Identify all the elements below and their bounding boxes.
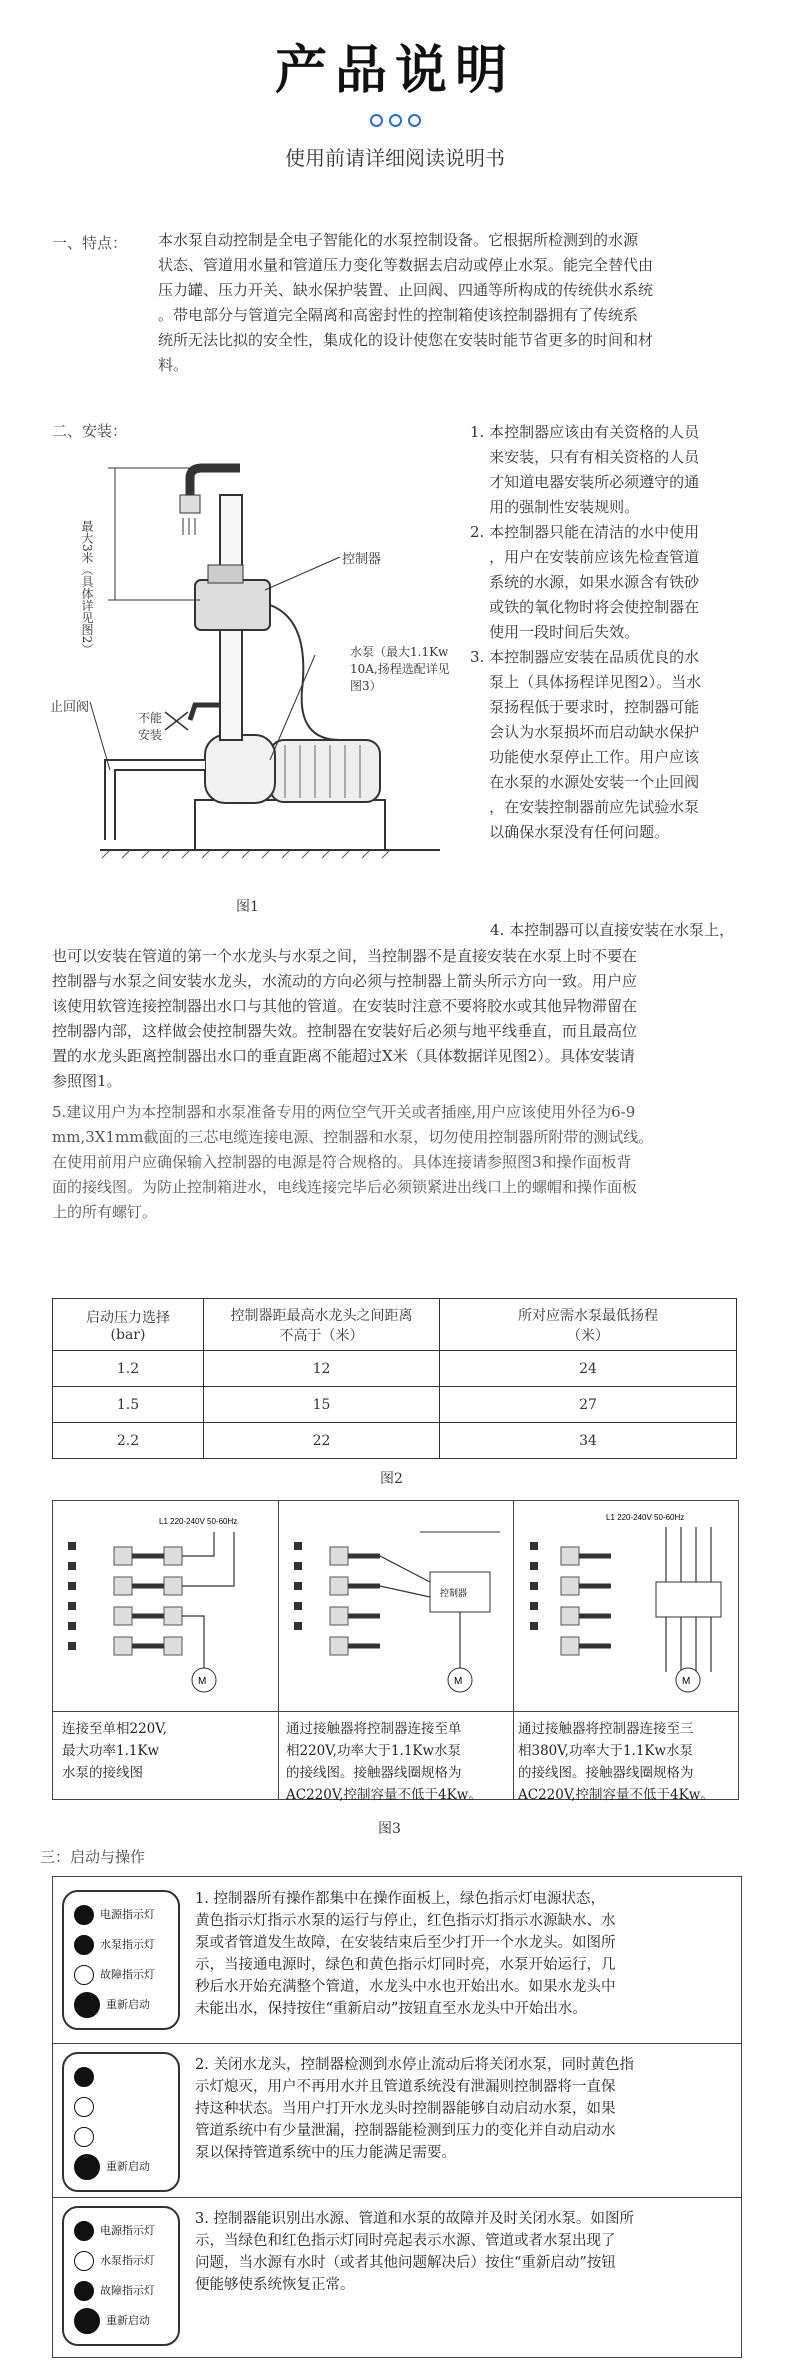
features-line: 。带电部分与管道完全隔离和高密封性的控制箱使该控制器拥有了传统系 [158,306,639,324]
no-install-label [138,710,162,744]
table-row [53,1423,737,1459]
install-item-line: 泵扬程低于要求时，控制器可能 [470,698,700,716]
fault-led-icon [74,2281,94,2301]
op-line: 泵或者管道发生故障，在安装结束后至少打开一个水龙头。如图所 [195,1935,616,1951]
pressure-table [52,1298,737,1459]
op-line: 泵以保持管道系统中的压力能满足需要。 [195,2145,456,2161]
operation-heading: 三：启动与操作 [40,1848,146,1866]
table-cell: 34 [440,1423,737,1459]
op-line: 1. 控制器所有操作都集中在操作面板上，绿色指示灯电源状态， [195,1891,605,1907]
no-install-line: 安装 [138,728,163,742]
install-item-4-text [52,944,752,1094]
table-header-row [53,1299,737,1351]
no-install-line: 不能 [138,711,163,725]
caption-line: 相220V,功率大于1.1Kw水泵 [286,1743,462,1759]
item5-line: mm,3X1mm截面的三芯电缆连接电源、控制器和水泵，切勿使用控制器所附带的测试线。 [52,1128,654,1146]
led-label: 故障指示灯 [100,1968,155,1981]
install-item-line: ，用户在安装前应该先检查管道 [470,548,700,566]
caption-line: AC220V,控制容量不低于4Kw。 [518,1787,714,1803]
table-cell: 27 [440,1387,737,1423]
led-label: 电源指示灯 [100,1908,155,1921]
control-panel-1 [62,1890,180,2030]
restart-button[interactable] [74,2154,100,2180]
install-item-line: 会认为水泵损坏而启动缺水保护 [470,723,700,741]
led-row [74,1900,178,1930]
max-height-note: （具体详见图2） [80,563,94,656]
max-height-label [56,520,96,655]
install-item-line: 在水泵的水源处安装一个止回阀 [470,773,700,791]
features-line: 本水泵自动控制是全电子智能化的水泵控制设备。它根据所检测到的水源 [158,231,639,249]
op-line: 示，当绿色和红色指示灯同时亮起表示水源、管道或者水泵出现了 [195,2233,616,2249]
supply-label: L1 220-240V 50-60Hz [159,1517,238,1526]
led-label: 重新启动 [106,2314,150,2327]
item4-line: 参照图1。 [52,1072,122,1090]
pump-label-line: 10A,扬程选配详见 [350,662,450,676]
table-cell: 1.5 [53,1387,204,1423]
table-cell: 22 [204,1423,440,1459]
install-item-line: ，在安装控制器前应先试验水泵 [470,798,700,816]
operation-text-3 [195,2208,735,2296]
install-item-line: 泵上（具体扬程详见图2）。当水 [470,673,702,691]
control-panel-3 [62,2206,180,2346]
check-valve-label: 止回阀 [50,700,90,715]
install-heading: 二、安装： [52,422,128,440]
wiring-caption-1 [62,1718,167,1784]
pump-label [350,644,450,695]
pump-led-icon [74,2251,94,2271]
title-divider-dots [0,112,790,131]
install-item-line: 3. 本控制器应安装在品质优良的水 [470,648,700,666]
install-item-line: 1. 本控制器应该由有关资格的人员 [470,423,700,441]
led-row [74,2062,178,2092]
power-led-icon [74,2067,94,2087]
install-item-line: 以确保水泵没有任何问题。 [470,823,670,841]
table-row [53,1351,737,1387]
op-line: 示，当接通电源时，绿色和黄色指示灯同时亮，水泵开始运行，几 [195,1957,616,1973]
install-item-line: 使用一段时间后失效。 [470,623,640,641]
caption-line: 水泵的接线图 [62,1765,143,1781]
op-line: 管道系统中有少量泄漏，控制器能检测到压力的变化并自动启动水 [195,2123,616,2139]
svg-text:M: M [198,1676,207,1687]
wiring-caption-3 [518,1718,714,1806]
figure-2-label: 图2 [380,1471,403,1487]
item5-line: 上的所有螺钉。 [52,1203,158,1221]
led-row [74,1960,178,1990]
caption-line: 通过接触器将控制器连接至单 [286,1721,462,1737]
item5-line: 5.建议用户为本控制器和水泵准备专用的两位空气开关或者插座,用户应该使用外径为6-9 [52,1103,636,1121]
table-cell: 12 [204,1351,440,1387]
led-row [74,2216,178,2246]
control-panel-2 [62,2052,180,2192]
op-line: 黄色指示灯指示水泵的运行与停止，红色指示灯指示水源缺水、水 [195,1913,616,1929]
led-row [74,1930,178,1960]
op-line: 秒后水开始充满整个管道，水龙头中水也开始出水。如果水龙头中 [195,1979,616,1995]
led-row [74,2246,178,2276]
op-line: 便能够使系统恢复正常。 [195,2277,355,2293]
led-row [74,2122,178,2152]
restart-button[interactable] [74,1992,100,2018]
led-row [74,2306,178,2336]
install-item-line: 2. 本控制器只能在清洁的水中使用 [470,523,700,541]
led-row [74,1990,178,2020]
caption-line: 相380V,功率大于1.1Kw水泵 [518,1743,694,1759]
led-label: 重新启动 [106,1998,150,2011]
install-item-4-head: 4. 本控制器可以直接安装在水泵上， [490,921,735,939]
table-header-cell: 所对应需水泵最低扬程 （米） [440,1299,737,1351]
features-line: 压力罐、压力开关、缺水保护装置、止回阀、四通等所构成的传统供水系统 [158,281,654,299]
controller-label: 控制器 [342,552,382,567]
svg-text:M: M [454,1676,463,1687]
wiring-caption-2 [286,1718,482,1806]
item4-line: 控制器与水泵之间安装水龙头，水流动的方向必须与控制器上箭头所示方向一致。用户应 [52,972,638,990]
page-subtitle: 使用前请详细阅读说明书 [285,146,505,170]
wiring-diagram-single-phase [54,1502,276,1708]
pump-label-line: 水泵（最大1.1Kw [350,645,449,659]
op-line: 问题，当水源有水时（或者其他问题解决后）按住“重新启动”按钮 [195,2255,616,2271]
install-items-list [470,420,770,845]
caption-line: AC220V,控制容量不低于4Kw。 [286,1787,482,1803]
caption-line: 连接至单相220V, [62,1721,167,1737]
power-led-icon [74,1905,94,1925]
led-row [74,2276,178,2306]
max-height-text: 最大3米 [80,520,94,564]
item4-line: 该使用软管连接控制器出水口与其他的管道。在安装时注意不要将胶水或其他异物滞留在 [52,997,638,1015]
led-label: 水泵指示灯 [100,1938,155,1951]
wiring-diagram-contactor-3ph [516,1502,736,1708]
pump-label-line: 图3） [350,679,382,693]
install-item-line: 功能使水泵停止工作。用户应该 [470,748,700,766]
supply-label-3: L1 220-240V 50-60Hz [606,1513,685,1522]
caption-line: 最大功率1.1Kw [62,1743,160,1759]
install-item-line: 才知道电器安装所必须遵守的通 [470,473,700,491]
op-line: 示灯熄灭，用户不再用水并且管道系统没有泄漏则控制器将一直保 [195,2079,616,2095]
op-line: 未能出水，保持按住“重新启动”按钮直至水龙头中开始出水。 [195,2001,587,2017]
controller-box-label: 控制器 [440,1588,468,1598]
led-row [74,2092,178,2122]
caption-line: 的接线图。接触器线圈规格为 [518,1765,694,1781]
features-line: 统所无法比拟的安全性，集成化的设计使您在安装时能节省更多的时间和材 [158,331,654,349]
restart-button[interactable] [74,2308,100,2334]
table-cell: 2.2 [53,1423,204,1459]
led-label: 水泵指示灯 [100,2254,155,2267]
op-line: 3. 控制器能识别出水源、管道和水泵的故障并及时关闭水泵。如图所 [195,2211,634,2227]
figure-3-label: 图3 [378,1821,401,1837]
install-item-line: 来安装，只有有相关资格的人员 [470,448,700,466]
install-item-line: 或铁的氧化物时将会使控制器在 [470,598,700,616]
caption-line: 的接线图。接触器线圈规格为 [286,1765,462,1781]
led-label: 电源指示灯 [100,2224,155,2237]
fault-led-icon [74,1965,94,1985]
page-title: 产品说明 [274,41,515,101]
install-item-5-text [52,1100,752,1225]
caption-line: 通过接触器将控制器连接至三 [518,1721,694,1737]
table-cell: 24 [440,1351,737,1387]
led-label: 重新启动 [106,2160,150,2173]
table-header-cell: 控制器距最高水龙头之间距离 不高于（米） [204,1299,440,1351]
svg-text:M: M [682,1676,691,1687]
wiring-diagram-contactor-1ph [280,1502,512,1708]
table-header-cell: 启动压力选择 (bar) [53,1299,204,1351]
fault-led-icon [74,2127,94,2147]
table-row [53,1387,737,1423]
pump-led-icon [74,1935,94,1955]
operation-text-2 [195,2054,735,2164]
features-text [158,228,758,378]
install-item-line: 系统的水源，如果水源含有铁砂 [470,573,700,591]
item4-line: 也可以安装在管道的第一个水龙头与水泵之间，当控制器不是直接安装在水泵上时不要在 [52,947,638,965]
op-line: 持这种状态。当用户打开水龙头时控制器能够自动启动水泵，如果 [195,2101,616,2117]
operation-text-1 [195,1888,735,2020]
table-cell: 15 [204,1387,440,1423]
power-led-icon [74,2221,94,2241]
op-line: 2. 关闭水龙头，控制器检测到水停止流动后将关闭水泵，同时黄色指 [195,2057,634,2073]
features-line: 料。 [158,356,189,374]
led-label: 故障指示灯 [100,2284,155,2297]
item4-line: 控制器内部，这样做会使控制器失效。控制器在安装好后必须与地平线垂直，而且最高位 [52,1022,638,1040]
item5-line: 面的接线图。为防止控制箱进水，电线连接完毕后必须锁紧进出线口上的螺帽和操作面板 [52,1178,638,1196]
item5-line: 在使用前用户应确保输入控制器的电源是符合规格的。具体连接请参照图3和操作面板背 [52,1153,632,1171]
pump-led-icon [74,2097,94,2117]
figure-1-label: 图1 [236,899,259,915]
features-heading: 一、特点： [52,234,128,252]
led-row [74,2152,178,2182]
install-item-line: 用的强制性安装规则。 [470,498,640,516]
item4-line: 置的水龙头距离控制器出水口的垂直距离不能超过X米（具体数据详见图2）。具体安装请 [52,1047,635,1065]
features-line: 状态、管道用水量和管道压力变化等数据去启动或停止水泵。能完全替代由 [158,256,654,274]
table-cell: 1.2 [53,1351,204,1387]
